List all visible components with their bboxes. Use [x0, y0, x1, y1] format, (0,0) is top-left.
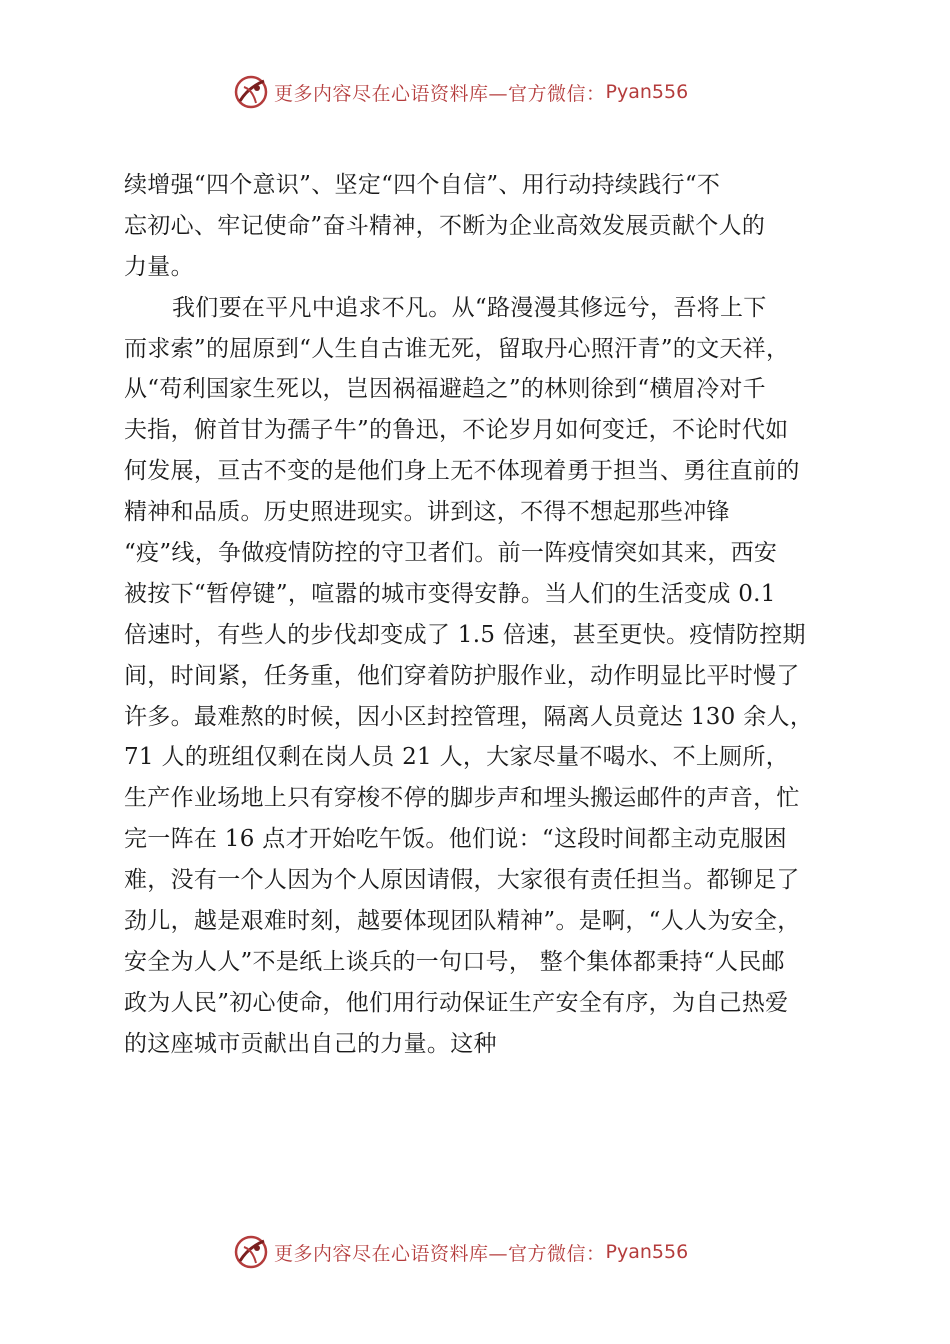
body-line: 力量。 [124, 253, 194, 280]
document-body [124, 165, 842, 1065]
body-line: 完一阵在 16 点才开始吃午饭。他们说：“这段时间都主动克服困 [124, 826, 787, 853]
body-line: 71 人的班组仅剩在岗人员 21 人，大家尽量不喝水、不上厕所， [124, 744, 790, 771]
watermark-wechat-id: Pyan556 [605, 81, 689, 103]
body-line: 而求索”的屈原到“人生自古谁无死，留取丹心照汗青”的文天祥， [124, 335, 790, 362]
body-line: 精神和品质。历史照进现实。讲到这，不得不想起那些冲锋 [124, 499, 730, 526]
body-line: 难，没有一个人因为个人原因请假，大家很有责任担当。都铆足了 [124, 867, 800, 894]
body-line: 从“苟利国家生死以，岂因祸福避趋之”的林则徐到“横眉冷对千 [124, 376, 766, 403]
watermark-logo-icon [232, 1233, 270, 1271]
body-line: 政为人民”初心使命，他们用行动保证生产安全有序，为自己热爱 [124, 989, 789, 1016]
body-line: 的这座城市贡献出自己的力量。这种 [124, 1030, 497, 1057]
body-line: 何发展，亘古不变的是他们身上无不体现着勇于担当、勇往直前的 [124, 458, 800, 485]
body-line: 许多。最难熬的时候，因小区封控管理，隔离人员竟达 130 余人， [124, 703, 814, 730]
body-line: 安全为人人”不是纸上谈兵的一句口号， 整个集体都秉持“人民邮 [124, 948, 785, 975]
body-line: 忘初心、牢记使命”奋斗精神，不断为企业高效发展贡献个人的 [124, 212, 766, 239]
watermark-text: 更多内容尽在心语资料库—官方微信： [274, 1242, 606, 1265]
body-line: 生产作业场地上只有穿梭不停的脚步声和埋头搬运邮件的声音，忙 [124, 785, 800, 812]
watermark-footer [232, 1232, 688, 1272]
body-line: 被按下“暂停键”，喧嚣的城市变得安静。当人们的生活变成 0.1 [124, 580, 776, 607]
body-line: “疫”线，争做疫情防控的守卫者们。前一阵疫情突如其来，西安 [124, 540, 778, 567]
body-line: 续增强“四个意识”、坚定“四个自信”、用行动持续践行“不 [124, 172, 721, 198]
watermark-wechat-id: Pyan556 [605, 1241, 689, 1263]
body-line: 间，时间紧，任务重，他们穿着防护服作业，动作明显比平时慢了 [124, 662, 800, 689]
paragraph-start-line: 我们要在平凡中追求不凡。从“路漫漫其修远兮，吾将上下 [172, 294, 767, 321]
body-line: 夫指，俯首甘为孺子牛”的鲁迅，不论岁月如何变迁，不论时代如 [124, 417, 789, 444]
body-line: 倍速时，有些人的步伐却变成了 1.5 倍速，甚至更快。疫情防控期 [124, 621, 806, 648]
watermark-text: 更多内容尽在心语资料库—官方微信： [274, 82, 606, 105]
watermark-logo-icon [232, 73, 270, 111]
body-line: 劲儿，越是艰难时刻，越要体现团队精神”。是啊，“人人为安全， [124, 908, 801, 935]
watermark-header [232, 72, 688, 112]
